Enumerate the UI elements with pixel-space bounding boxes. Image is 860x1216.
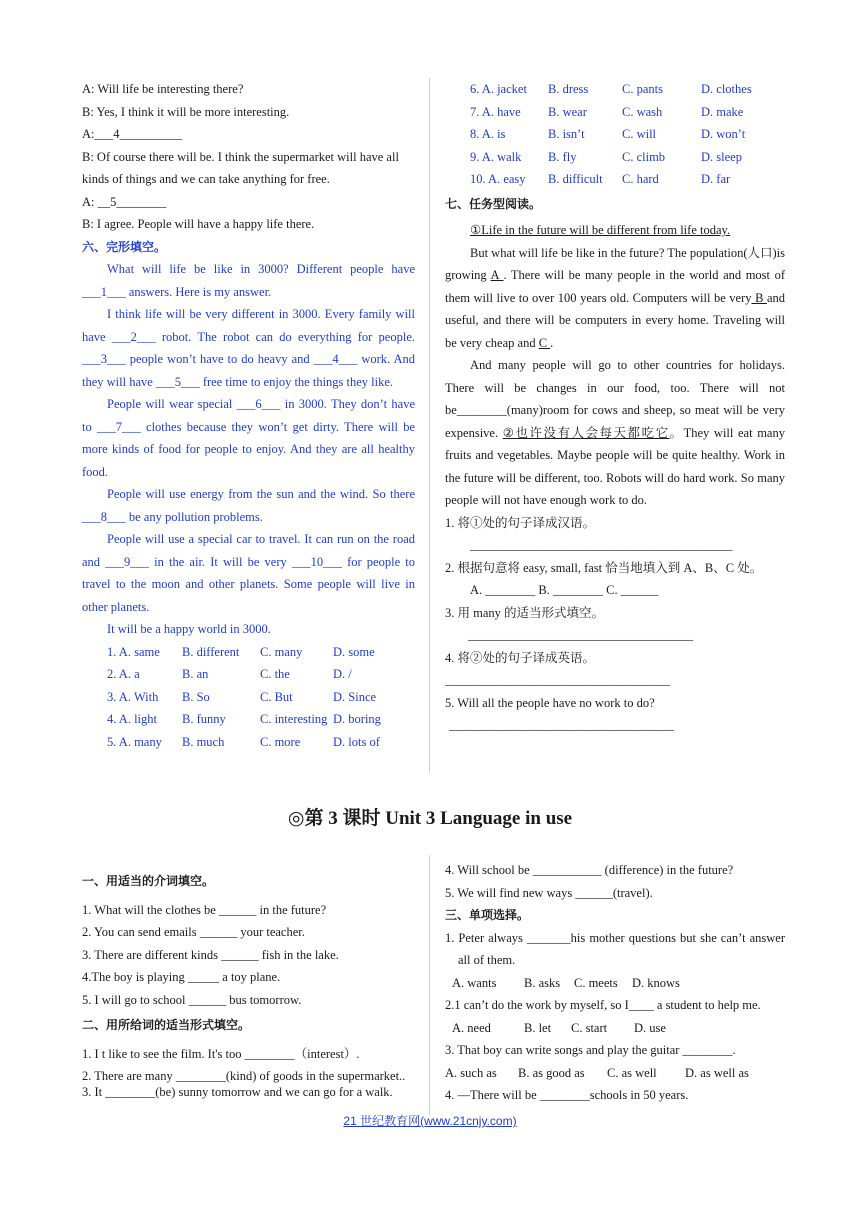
section-title-task-reading: 七、任务型阅读。 [445, 196, 542, 211]
exercise-item: 5. I will go to school ______ bus tomorrow. [82, 992, 302, 1007]
exercise-item: 2. You can send emails ______ your teacher. [82, 925, 305, 939]
reading-paragraph-2: And many people will go to other countries for holidays. There will be changes in our food, too. There will not be________(many)room for cows and sheep, so meat will be very expensive. ②也许没有人会每天都吃它。They will eat many fruits and vegetables. Maybe people will be quite healthy. Work in the future will be different, too. Robots will do hard work. So many people will not have enough work to do. [445, 358, 785, 507]
answer-line: __________________________________________ [470, 538, 733, 552]
column-divider-top [429, 78, 430, 773]
option-row: 7. A. have B. wear C. wash D. make [470, 104, 744, 119]
choice-options: A. wants B. asks C. meets D. knows [452, 975, 680, 990]
choice-options: A. need B. let C. start D. use [452, 1020, 666, 1035]
answer-line: ____________________________________ [468, 628, 693, 642]
footer-link[interactable]: 21 世纪教育网(www.21cnjy.com) [343, 1114, 517, 1128]
exercise-item: 4. Will school be ___________ (difference) in the future? [445, 863, 734, 877]
answer-line: ____________________________________ [449, 718, 674, 732]
cloze-paragraph: People will use energy from the sun and the wind. So there ___8___ be any pollution problems. [82, 487, 415, 524]
dialogue-line: kinds of things and we can take anything for free. [82, 172, 330, 186]
dialogue-line: A: __5________ [82, 194, 167, 209]
option-row: 1. A. same B. different C. many D. some [107, 644, 375, 659]
option-row: 10. A. easy B. difficult C. hard D. far [470, 172, 731, 186]
exercise-item: 4.The boy is playing _____ a toy plane. [82, 970, 281, 984]
top-left-column [82, 78, 415, 753]
exercise-item: 5. We will find new ways ______(travel). [445, 885, 653, 900]
question: 3. 用 many 的适当形式填空。 [445, 605, 605, 620]
answer-line: A. ________ B. ________ C. ______ [470, 583, 659, 597]
question: 2. 根据句意将 easy, small, fast 恰当地填入到 A、B、C 处。 [445, 560, 763, 575]
reading-paragraph-1: But what will life be like in the future? The population(人口)is growing A . There will be many people in the world and most of them will live to over 100 years old. Computers will be very B and useful, and there will be computers in every home. Traveling will be very cheap and C . [445, 245, 785, 350]
cloze-paragraph: What will life be like in 3000? Different people have ___1___ answers. Here is my answer. [82, 262, 415, 299]
question: 5. Will all the people have no work to do? [445, 695, 655, 710]
section-title-prepositions: 一、用适当的介词填空。 [82, 874, 215, 888]
dialogue-line: A: Will life be interesting there? [82, 82, 244, 96]
option-row: 5. A. many B. much C. more D. lots of [107, 734, 380, 749]
exercise-item: 3. It ________(be) sunny tomorrow and we can go for a walk. [82, 1085, 393, 1099]
choice-options: A. such as B. as good as C. as well D. as well as [445, 1065, 749, 1080]
section-title-cloze: 六、完形填空。 [82, 239, 167, 254]
option-row: 3. A. With B. So C. But D. Since [107, 689, 377, 704]
choice-question: 3. That boy can write songs and play the guitar ________. [445, 1043, 736, 1057]
bottom-right-column [445, 859, 785, 1107]
dialogue-line: A:___4__________ [82, 127, 182, 141]
exercise-item: 2. There are many ________(kind) of goods in the supermarket.. [82, 1069, 406, 1083]
choice-question: 4. —There will be ________schools in 50 years. [445, 1088, 689, 1102]
option-row: 6. A. jacket B. dress C. pants D. clothes [470, 82, 752, 96]
dialogue-line: B: Of course there will be. I think the supermarket will have all [82, 149, 399, 164]
section-title-word-forms: 二、用所给词的适当形式填空。 [82, 1018, 251, 1032]
lesson-title: ◎第 3 课时 Unit 3 Language in use [287, 808, 573, 829]
cloze-paragraph: People will use a special car to travel. It can run on the road and ___9___ in the air. It will be very ___10___ for people to travel to the moon and other planets. Some people will live in other planets. [82, 532, 415, 614]
cloze-paragraph: It will be a happy world in 3000. [107, 622, 271, 636]
top-right-column [445, 78, 785, 737]
choice-question: 1. Peter always _______his mother questions but she can’t answer all of them. [445, 930, 785, 967]
option-row: 4. A. light B. funny C. interesting D. boring [107, 712, 381, 726]
answer-line: ____________________________________ [445, 673, 670, 687]
reading-sentence-1: ①Life in the future will be different from life today. [470, 223, 731, 237]
bottom-left-column [82, 870, 415, 1101]
option-row: 2. A. a B. an C. the D. / [107, 667, 352, 681]
column-divider-bottom [429, 855, 430, 1115]
cloze-paragraph: I think life will be very different in 3000. Every family will have ___2___ robot. The robot can do everything for people. ___3___ people won’t have to do heavy and ___4___ work. And they will have ___5___ free time to enjoy the things they like. [82, 307, 415, 389]
exercise-item: 1. What will the clothes be ______ in the future? [82, 902, 327, 917]
question: 4. 将②处的句子译成英语。 [445, 650, 596, 665]
option-row: 9. A. walk B. fly C. climb D. sleep [470, 149, 742, 164]
question: 1. 将①处的句子译成汉语。 [445, 515, 596, 530]
exercise-item: 1. I t like to see the film. It's too ________（interest）. [82, 1046, 360, 1061]
choice-question: 2.1 can’t do the work by myself, so I____ a student to help me. [445, 998, 761, 1012]
exercise-item: 3. There are different kinds ______ fish in the lake. [82, 947, 339, 962]
cloze-paragraph: People will wear special ___6___ in 3000. They don’t have to ___7___ clothes because they won’t get dirty. There will be more kinds of food for people to enjoy. And they are all healthy food. [82, 397, 415, 479]
dialogue-line: B: I agree. People will have a happy life there. [82, 217, 315, 231]
section-title-single-choice: 三、单项选择。 [445, 908, 530, 922]
option-row: 8. A. is B. isn’t C. will D. won’t [470, 127, 746, 141]
dialogue-line: B: Yes, I think it will be more interesting. [82, 104, 290, 119]
